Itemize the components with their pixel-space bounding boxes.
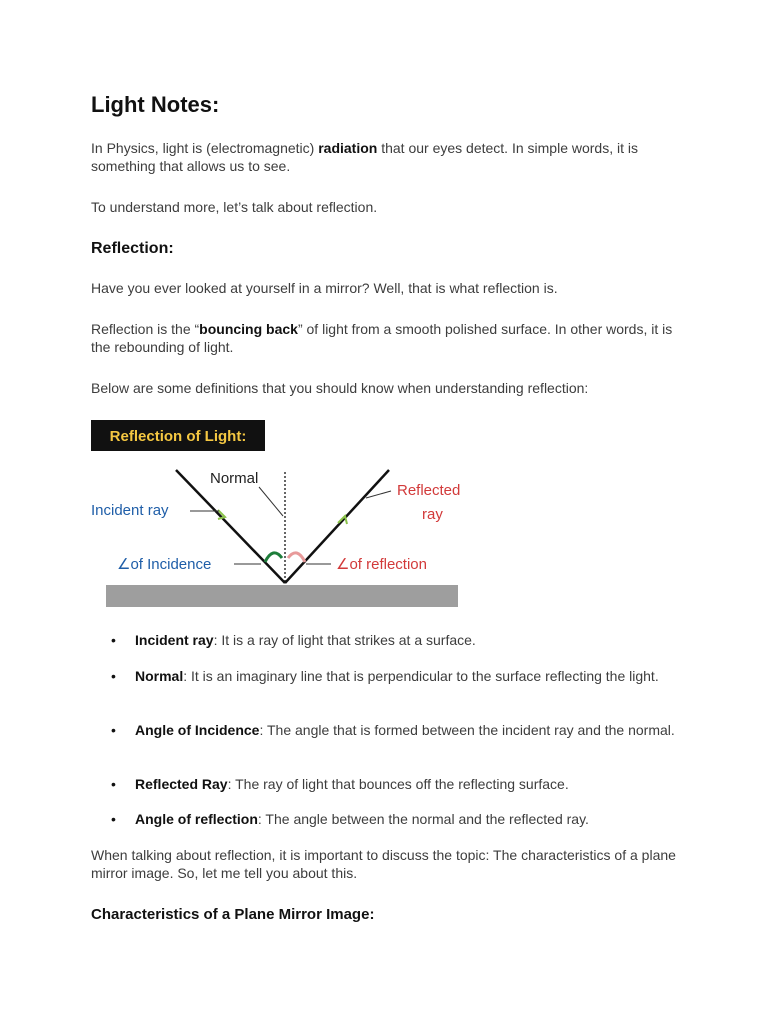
- definition-text: : The angle that is formed between the incident ray and the normal.: [259, 722, 675, 738]
- intro-bold-radiation: radiation: [318, 140, 378, 156]
- reflection-text-end: ” of light from a smooth polished surface. In other words, it is the rebounding of light.: [91, 321, 673, 355]
- reflection-angle-arc: [288, 553, 305, 562]
- reflection-bold-bouncing-back: bouncing back: [199, 321, 298, 337]
- definition-text: : The angle between the normal and the reflected ray.: [257, 811, 589, 827]
- reflection-text-start: Reflection is the “: [91, 321, 200, 337]
- closing-paragraph: When talking about reflection, it is important to discuss the topic: The characteristics of a plane mirror image. So, let me tell you about this.: [91, 847, 676, 881]
- page-title: Light Notes:: [91, 92, 220, 117]
- diagram-banner-text: Reflection of Light:: [109, 428, 247, 445]
- intro-text-end: that our eyes detect. In simple words, it is something that allows us to see.: [91, 140, 638, 174]
- definition-item-angle-of-incidence: [135, 721, 675, 739]
- normal-pointer: [259, 487, 283, 516]
- reflection-diagram: [91, 420, 471, 610]
- reflection-heading: Reflection:: [91, 240, 174, 257]
- definition-term: Angle of reflection: [135, 811, 258, 827]
- definition-item-angle-of-reflection: [135, 810, 675, 828]
- definition-item-normal: [135, 667, 675, 685]
- angle-of-incidence-label: ∠of Incidence: [117, 556, 212, 573]
- definition-term: Angle of Incidence: [135, 722, 260, 738]
- reflected-ray-label-line1: Reflected: [397, 482, 461, 499]
- definition-term: Reflected Ray: [135, 776, 228, 792]
- incidence-angle-arc: [265, 553, 282, 562]
- intro-paragraph-1: [91, 139, 676, 175]
- definition-term: Incident ray: [135, 632, 214, 648]
- reflection-paragraph-1: Have you ever looked at yourself in a mirror? Well, that is what reflection is.: [91, 280, 558, 296]
- definition-text: : It is a ray of light that strikes at a surface.: [213, 632, 476, 648]
- definition-item-incident-ray: [135, 631, 675, 649]
- angle-of-reflection-label: ∠of reflection: [336, 556, 427, 573]
- reflecting-surface: [106, 585, 458, 607]
- reflection-paragraph-3: Below are some definitions that you should know when understanding reflection:: [91, 380, 589, 396]
- definition-text: : The ray of light that bounces off the reflecting surface.: [227, 776, 569, 792]
- reflection-paragraph-2: [91, 320, 676, 356]
- characteristics-heading: Characteristics of a Plane Mirror Image:: [91, 906, 375, 923]
- definition-item-reflected-ray: [135, 775, 675, 793]
- normal-label: Normal: [210, 470, 259, 487]
- reflected-ray-label-line2: ray: [422, 506, 443, 523]
- definition-text: : It is an imaginary line that is perpendicular to the surface reflecting the light.: [183, 668, 659, 684]
- intro-text-start: In Physics, light is (electromagnetic): [91, 140, 319, 156]
- intro-paragraph-2: To understand more, let’s talk about reflection.: [91, 199, 378, 215]
- incident-ray-label: Incident ray: [91, 502, 169, 519]
- definition-term: Normal: [135, 668, 184, 684]
